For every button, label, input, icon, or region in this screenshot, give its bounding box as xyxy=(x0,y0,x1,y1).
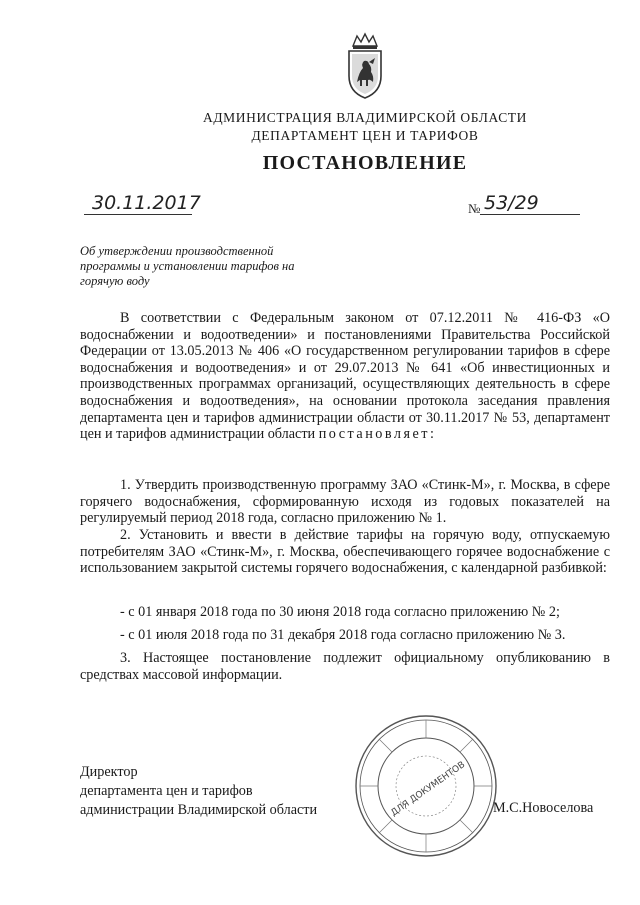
clause-2-item-1-text: - с 01 января 2018 года по 30 июня 2018 года согласно приложению № 2; xyxy=(120,604,560,620)
org-name: АДМИНИСТРАЦИЯ ВЛАДИМИРСКОЙ ОБЛАСТИ xyxy=(203,110,527,125)
signatory-title: Директор xyxy=(80,764,138,780)
document-number: 53/29 xyxy=(484,192,539,214)
resolution-word: постановляет: xyxy=(318,426,437,443)
clause-2-item-1 xyxy=(80,604,610,621)
stamp-text: ДЛЯ ДОКУМЕНТОВ xyxy=(389,759,468,819)
clause-2 xyxy=(80,527,610,577)
signatory-name: М.С.Новоселова xyxy=(493,800,594,816)
document-subject: Об утверждении производственной программы и установлении тарифов на горячую воду xyxy=(80,244,295,288)
department-name: ДЕПАРТАМЕНТ ЦЕН И ТАРИФОВ xyxy=(251,128,479,143)
clause-2-item-2 xyxy=(80,627,610,644)
clause-1-text: 1. Утвердить производственную программу ЗАО «Стинк-М», г. Москва, в сфере горячего водоснабжения, сформированную исходя из годовых показателей на регулируемый период 2018 года, согласно приложению № 1. xyxy=(80,477,610,527)
clause-2-item-2-text: - с 01 июля 2018 года по 31 декабря 2018 года согласно приложению № 3. xyxy=(120,627,566,643)
preamble-text: В соответствии с Федеральным законом от 07.12.2011 № 416-ФЗ «О водоснабжении и водоотведении» и постановлениями Правительства Российской Федерации от 13.05.2013 № 406 «О государственном регулировании тарифов в сфере водоснабжения и водоотведения» и от 29.07.2013 № 641 «Об инвестиционных и производственных программах организаций, осуществляющих деятельность в сфере водоснабжения и водоотведения», на основании протокола заседания правления департамента цен и тарифов администрации области от 30.11.2017 № 53, департамент цен и тарифов администрации области xyxy=(80,310,610,443)
preamble-paragraph xyxy=(80,310,610,443)
document-title: ПОСТАНОВЛЕНИЕ xyxy=(262,152,468,174)
clause-2-text: 2. Установить и ввести в действие тарифы на горячую воду, отпускаемую потребителям ЗАО «Стинк-М», г. Москва, обеспечивающего горячее водоснабжение с использованием закрытой системы горячего водоснабжения, с календарной разбивкой: xyxy=(80,527,610,577)
signatory-organization: администрации Владимирской области xyxy=(80,802,318,818)
signatory-block xyxy=(80,763,317,820)
number-label: № xyxy=(468,201,481,216)
official-stamp xyxy=(352,712,500,860)
number-underline xyxy=(480,214,580,215)
document-date: 30.11.2017 xyxy=(92,192,201,214)
signatory-department: департамента цен и тарифов xyxy=(80,783,253,799)
date-underline xyxy=(84,214,192,215)
coat-of-arms-icon xyxy=(339,32,391,102)
clause-3-text: 3. Настоящее постановление подлежит официальному опубликованию в средствах массовой информации. xyxy=(80,650,610,683)
clause-3 xyxy=(80,650,610,683)
clause-1 xyxy=(80,477,610,527)
